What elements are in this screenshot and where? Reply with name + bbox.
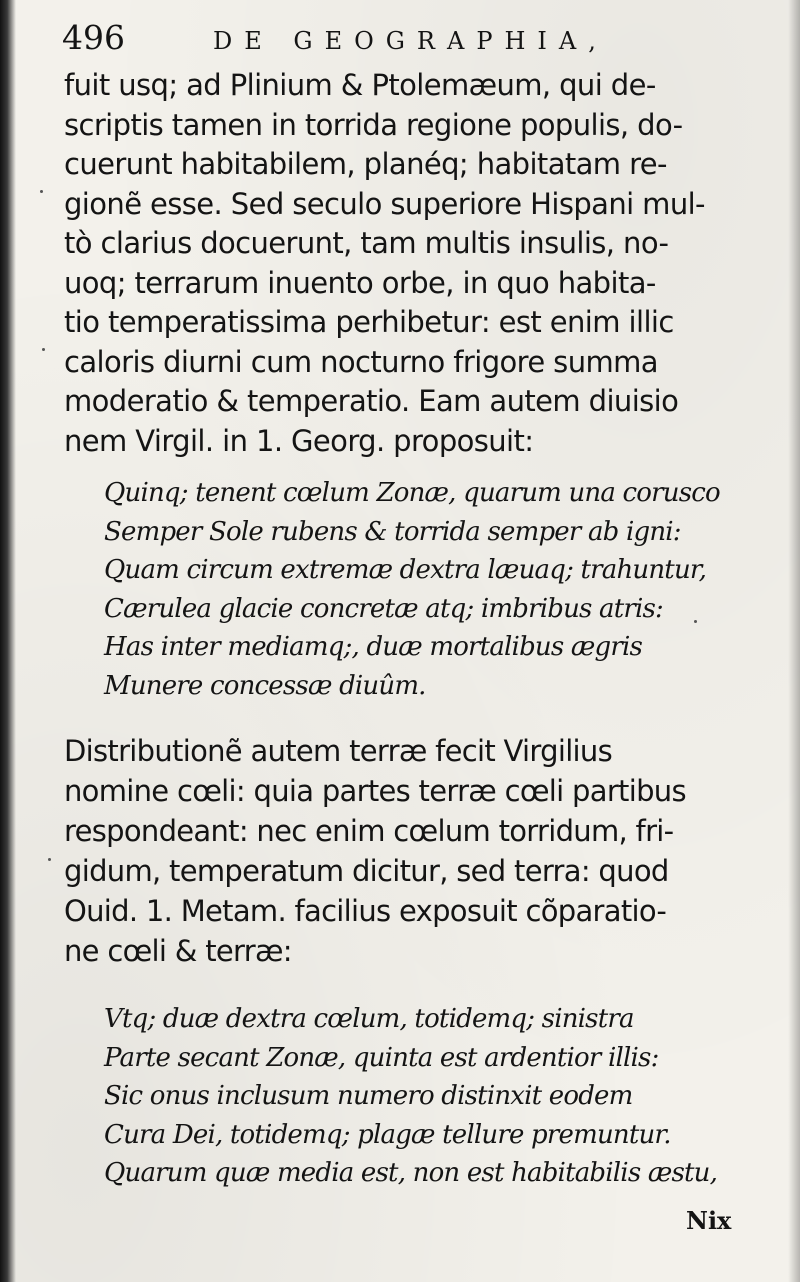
text-line: scriptis tamen in torrida regione populis, do- (64, 107, 683, 142)
running-title: DE GEOGRAPHIA, (213, 27, 608, 55)
verse-line: Cærulea glacie concretæ atq; imbribus atris: (104, 593, 664, 624)
text-line: gidum, temperatum dicitur, sed terra: quod (64, 854, 669, 888)
verse-line: Vtq; duæ dextra cœlum, totidemq; sinistra (104, 1004, 634, 1034)
verse-line: Quarum quæ media est, non est habitabilis æstu, (104, 1158, 718, 1188)
text-line: cuerunt habitabilem, planéq; habitatam re- (64, 147, 667, 181)
ink-speck (42, 348, 45, 351)
verse-line: Sic onus inclusum numero distinxit eodem (104, 1081, 633, 1111)
verse-line: Semper Sole rubens & torrida semper ab igni: (104, 516, 681, 547)
verse-line: Quam circum extremæ dextra læuaq; trahuntur, (104, 555, 707, 585)
text-line: gionẽ esse. Sed seculo superiore Hispani mul- (64, 186, 705, 221)
text-line: nomine cœli: quia partes terræ cœli partibus (64, 774, 686, 808)
page-number: 496 (62, 18, 125, 57)
ink-speck (48, 858, 51, 861)
verse-line: Has inter mediamq;, duæ mortalibus ægris (104, 632, 643, 662)
page-header (62, 18, 742, 62)
catchword: Nix (686, 1206, 732, 1235)
verse-line: Cura Dei, totidemq; plagæ tellure premuntur. (104, 1119, 671, 1150)
verse-line: Parte secant Zonæ, quinta est ardentior illis: (104, 1042, 659, 1073)
text-line: respondeant: nec enim cœlum torridum, fri- (64, 814, 674, 848)
page-edge-shadow (788, 0, 800, 1282)
text-line: nem Virgil. in 1. Georg. proposuit: (64, 423, 534, 458)
text-line: Ouid. 1. Metam. facilius exposuit cõparatio- (64, 894, 667, 928)
text-line: ne cœli & terræ: (64, 934, 292, 968)
page-gutter-shadow (0, 0, 16, 1282)
verse-line: Quinq; tenent cœlum Zonæ, quarum una corusco (104, 478, 720, 508)
text-line: Distributionẽ autem terræ fecit Virgilius (64, 734, 613, 768)
text-line: uoq; terrarum inuento orbe, in quo habita- (64, 265, 656, 300)
text-line: tio temperatissima perhibetur: est enim illic (64, 305, 674, 339)
paragraph-2 (64, 731, 744, 971)
verse-quotation-1 (104, 474, 784, 705)
text-line: moderatio & temperatio. Eam autem diuisio (64, 384, 679, 418)
text-line: tò clarius docuerunt, tam multis insulis, no- (64, 226, 669, 260)
text-line: caloris diurni cum nocturno frigore summa (64, 344, 658, 379)
ink-speck (40, 190, 43, 193)
paragraph-1 (64, 66, 744, 461)
ink-speck (694, 620, 697, 623)
text-line: fuit usq; ad Plinium & Ptolemæum, qui de- (64, 68, 656, 102)
verse-line: Munere concessæ diuûm. (104, 670, 426, 701)
verse-quotation-2 (104, 1000, 784, 1193)
